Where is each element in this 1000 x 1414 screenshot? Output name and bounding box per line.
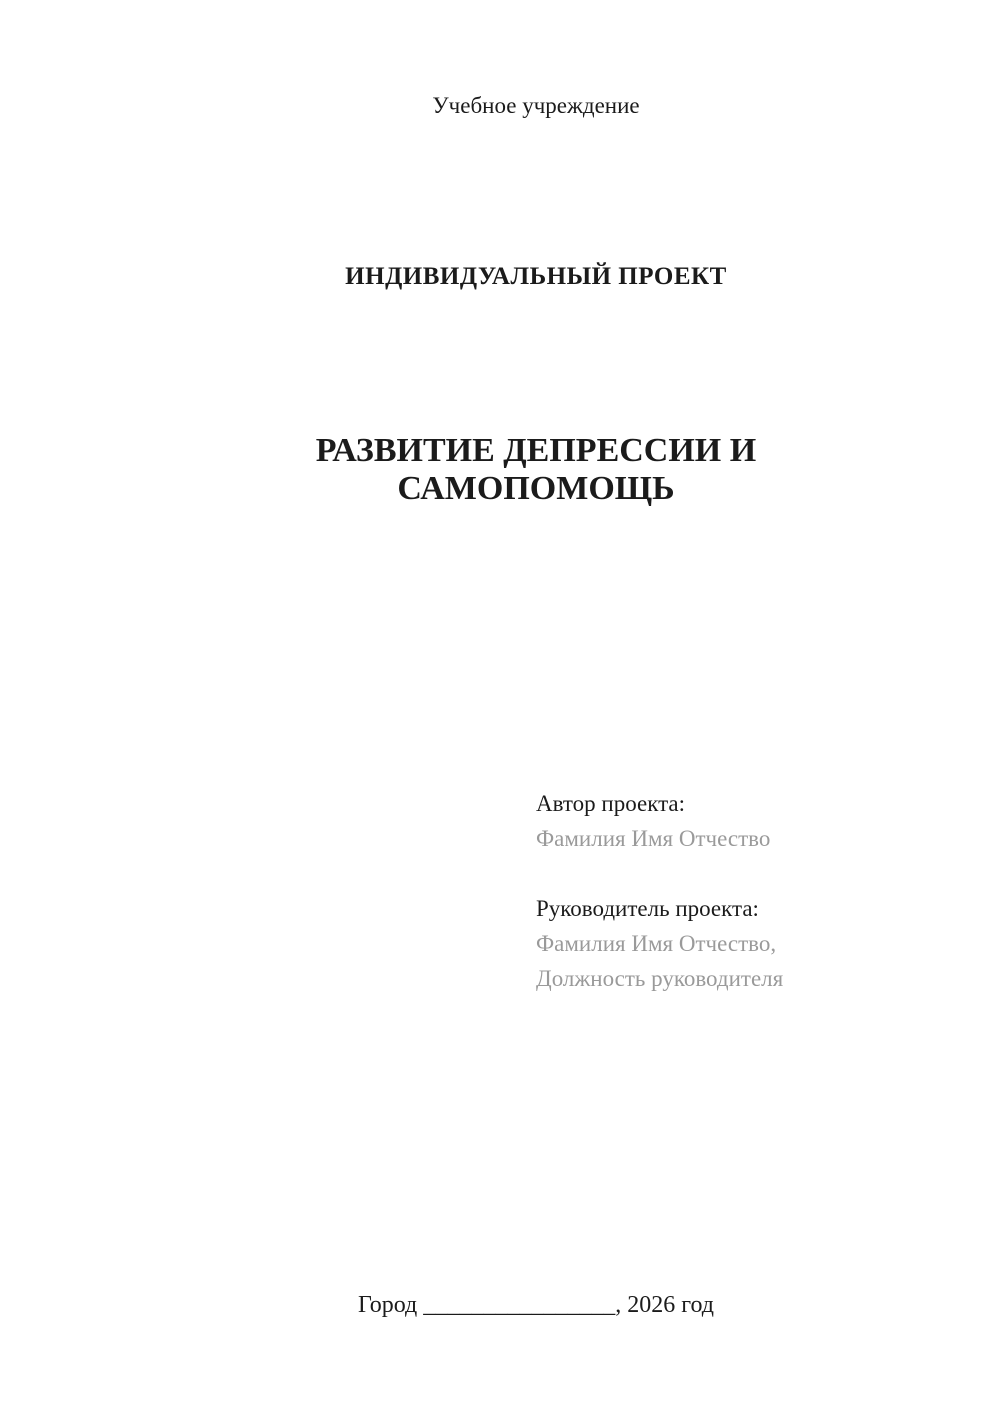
author-name-placeholder: Фамилия Имя Отчество bbox=[536, 826, 771, 851]
project-type-heading: ИНДИВИДУАЛЬНЫЙ ПРОЕКТ bbox=[345, 263, 727, 290]
supervisor-name-placeholder: Фамилия Имя Отчество, bbox=[536, 931, 777, 956]
supervisor-role-placeholder: Должность руководителя bbox=[536, 966, 784, 991]
author-label: Автор проекта: bbox=[536, 791, 685, 816]
supervisor-label: Руководитель проекта: bbox=[536, 896, 759, 921]
document-title-text: РАЗВИТИЕ ДЕПРЕССИИ И САМОПОМОЩЬ bbox=[315, 432, 757, 507]
credits-block bbox=[536, 786, 783, 996]
document-title bbox=[143, 432, 929, 508]
institution-name: Учебное учреждение bbox=[432, 93, 640, 118]
city-year-line: Город ________________, 2026 год bbox=[357, 1292, 715, 1318]
